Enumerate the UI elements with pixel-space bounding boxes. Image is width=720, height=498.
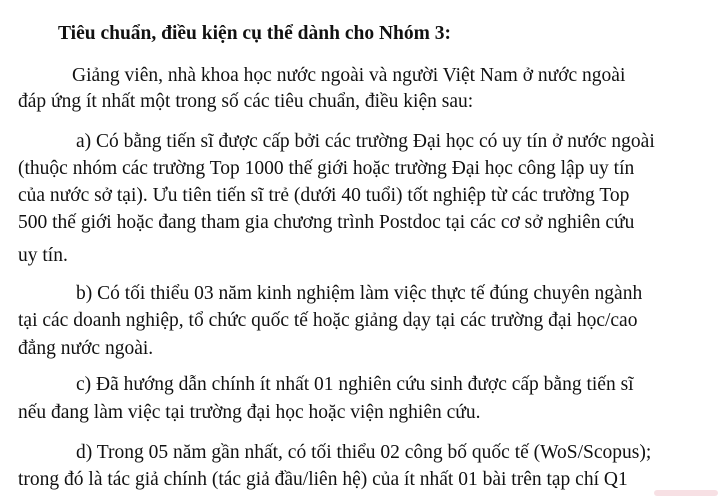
criterion-d-line-2: trong đó là tác giả chính (tác giả đầu/liên hệ) của ít nhất 01 bài trên tạp chí Q1: [18, 469, 628, 490]
criterion-a-line-4: 500 thế giới hoặc đang tham gia chương trình Postdoc tại các cơ sở nghiên cứu: [18, 212, 635, 233]
intro-line-2: đáp ứng ít nhất một trong số các tiêu chuẩn, điều kiện sau:: [18, 91, 474, 112]
criterion-a-line-3: của nước sở tại). Ưu tiên tiến sĩ trẻ (dưới 40 tuổi) tốt nghiệp từ các trường Top: [18, 185, 630, 206]
criterion-d-line-1: d) Trong 05 năm gần nhất, có tối thiểu 02 công bố quốc tế (WoS/Scopus);: [76, 442, 652, 463]
section-heading: Tiêu chuẩn, điều kiện cụ thể dành cho Nhóm 3:: [58, 23, 451, 44]
criterion-a-line-1: a) Có bằng tiến sĩ được cấp bởi các trường Đại học có uy tín ở nước ngoài: [76, 131, 655, 152]
criterion-a-line-2: (thuộc nhóm các trường Top 1000 thế giới hoặc trường Đại học công lập uy tín: [18, 158, 635, 179]
intro-line-1: Giảng viên, nhà khoa học nước ngoài và người Việt Nam ở nước ngoài: [72, 65, 626, 86]
criterion-b-line-3: đẳng nước ngoài.: [18, 338, 154, 359]
watermark-logo: [654, 486, 718, 498]
criterion-b-line-1: b) Có tối thiểu 03 năm kinh nghiệm làm việc thực tế đúng chuyên ngành: [76, 283, 643, 304]
criterion-c-line-2: nếu đang làm việc tại trường đại học hoặc viện nghiên cứu.: [18, 402, 481, 423]
criterion-c-line-1: c) Đã hướng dẫn chính ít nhất 01 nghiên cứu sinh được cấp bằng tiến sĩ: [76, 374, 634, 395]
criterion-b-line-2: tại các doanh nghiệp, tổ chức quốc tế hoặc giảng dạy tại các trường đại học/cao: [18, 310, 638, 331]
criterion-a-line-5: uy tín.: [18, 245, 68, 266]
